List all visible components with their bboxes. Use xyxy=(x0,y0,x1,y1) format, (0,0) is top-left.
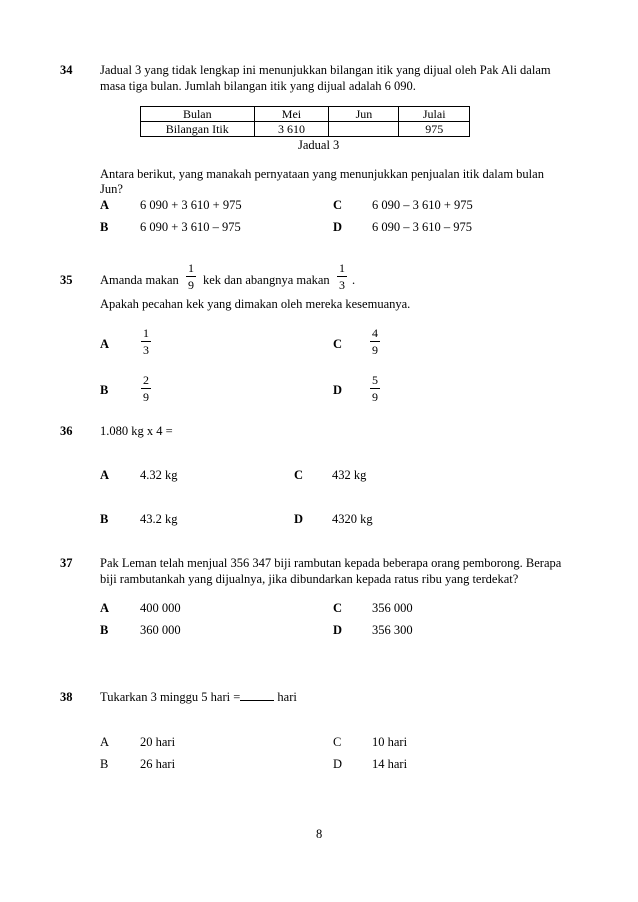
option-text[interactable]: 400 000 xyxy=(140,601,181,615)
option-label: A xyxy=(100,735,110,749)
fraction-denominator: 9 xyxy=(372,390,378,404)
option-label: C xyxy=(333,198,343,212)
option-label: D xyxy=(333,383,343,397)
fraction-numerator: 4 xyxy=(372,326,378,340)
option-fraction[interactable] xyxy=(370,327,380,356)
q34-table xyxy=(140,106,470,137)
table-header-cell: Julai xyxy=(399,107,470,122)
option-text[interactable]: 6 090 + 3 610 – 975 xyxy=(140,220,241,234)
option-fraction[interactable] xyxy=(141,327,151,356)
question-number-37: 37 xyxy=(60,556,73,570)
fraction-numerator: 1 xyxy=(339,261,345,275)
question-number-38: 38 xyxy=(60,690,73,704)
option-label: B xyxy=(100,757,109,771)
answer-blank[interactable] xyxy=(240,699,274,701)
option-text[interactable]: 356 000 xyxy=(372,601,413,615)
q37-stem-line1: Pak Leman telah menjual 356 347 biji rambutan kepada beberapa orang pemborong. Berapa xyxy=(100,556,562,570)
q35-stem-end: . xyxy=(352,273,356,287)
option-text[interactable]: 360 000 xyxy=(140,623,181,637)
option-text[interactable]: 356 300 xyxy=(372,623,413,637)
option-label: C xyxy=(333,337,343,351)
option-text[interactable]: 432 kg xyxy=(332,468,367,482)
option-text[interactable]: 6 090 – 3 610 – 975 xyxy=(372,220,472,234)
q34-question-line1: Antara berikut, yang manakah pernyataan yang menunjukkan penjualan itik dalam bulan xyxy=(100,167,544,181)
option-text[interactable]: 6 090 – 3 610 + 975 xyxy=(372,198,473,212)
fraction-numerator: 1 xyxy=(188,261,194,275)
option-label: D xyxy=(333,220,343,234)
option-text[interactable]: 43.2 kg xyxy=(140,512,178,526)
fraction-numerator: 2 xyxy=(143,373,149,387)
option-label: B xyxy=(100,220,109,234)
table-header-row xyxy=(141,107,470,122)
q36-stem: 1.080 kg x 4 = xyxy=(100,424,173,438)
q35-stem-part1: Amanda makan xyxy=(100,273,179,287)
option-label: D xyxy=(294,512,304,526)
question-number-34: 34 xyxy=(60,63,73,77)
option-label: B xyxy=(100,512,109,526)
option-text[interactable]: 20 hari xyxy=(140,735,176,749)
fraction-denominator: 9 xyxy=(188,278,194,292)
option-label: C xyxy=(333,735,342,749)
option-label: B xyxy=(100,383,109,397)
fraction xyxy=(186,262,196,291)
table-cell: 975 xyxy=(399,122,470,137)
fraction-numerator: 1 xyxy=(143,326,149,340)
q37-stem-line2: biji rambutankah yang dijualnya, jika dibundarkan kepada ratus ribu yang terdekat? xyxy=(100,572,519,586)
table-header-cell: Jun xyxy=(329,107,399,122)
option-text[interactable]: 4320 kg xyxy=(332,512,373,526)
table-caption: Jadual 3 xyxy=(298,138,340,152)
table-cell xyxy=(329,122,399,137)
option-label: C xyxy=(333,601,343,615)
option-text[interactable]: 26 hari xyxy=(140,757,176,771)
fraction-denominator: 3 xyxy=(143,343,149,357)
page-number: 8 xyxy=(316,827,323,841)
option-label: A xyxy=(100,337,110,351)
question-number-35: 35 xyxy=(60,273,73,287)
table-header-cell: Mei xyxy=(254,107,329,122)
table-row xyxy=(141,122,470,137)
q38-stem-before: Tukarkan 3 minggu 5 hari = xyxy=(100,690,241,704)
option-text[interactable]: 4.32 kg xyxy=(140,468,178,482)
option-text[interactable]: 10 hari xyxy=(372,735,408,749)
option-label: A xyxy=(100,468,110,482)
option-text[interactable]: 6 090 + 3 610 + 975 xyxy=(140,198,242,212)
q38-stem-after: hari xyxy=(277,690,297,704)
fraction-denominator: 9 xyxy=(372,343,378,357)
fraction xyxy=(337,262,347,291)
q35-stem-part2: kek dan abangnya makan xyxy=(203,273,330,287)
table-header-cell: Bulan xyxy=(141,107,255,122)
q38-stem xyxy=(100,689,297,706)
q35-question: Apakah pecahan kek yang dimakan oleh mereka kesemuanya. xyxy=(100,297,411,311)
fraction-numerator: 5 xyxy=(372,373,378,387)
option-fraction[interactable] xyxy=(370,374,380,403)
option-label: B xyxy=(100,623,109,637)
q34-stem-line2: masa tiga bulan. Jumlah bilangan itik yang dijual adalah 6 090. xyxy=(100,79,416,93)
option-label: C xyxy=(294,468,304,482)
question-number-36: 36 xyxy=(60,424,73,438)
option-fraction[interactable] xyxy=(141,374,151,403)
table-cell: Bilangan Itik xyxy=(141,122,255,137)
option-text[interactable]: 14 hari xyxy=(372,757,408,771)
q34-question-line2: Jun? xyxy=(100,182,123,196)
fraction-denominator: 9 xyxy=(143,390,149,404)
option-label: A xyxy=(100,601,110,615)
fraction-denominator: 3 xyxy=(339,278,345,292)
option-label: D xyxy=(333,757,343,771)
option-label: A xyxy=(100,198,110,212)
q34-stem-line1: Jadual 3 yang tidak lengkap ini menunjukkan bilangan itik yang dijual oleh Pak Ali dalam xyxy=(100,63,551,77)
table-cell: 3 610 xyxy=(254,122,329,137)
option-label: D xyxy=(333,623,343,637)
